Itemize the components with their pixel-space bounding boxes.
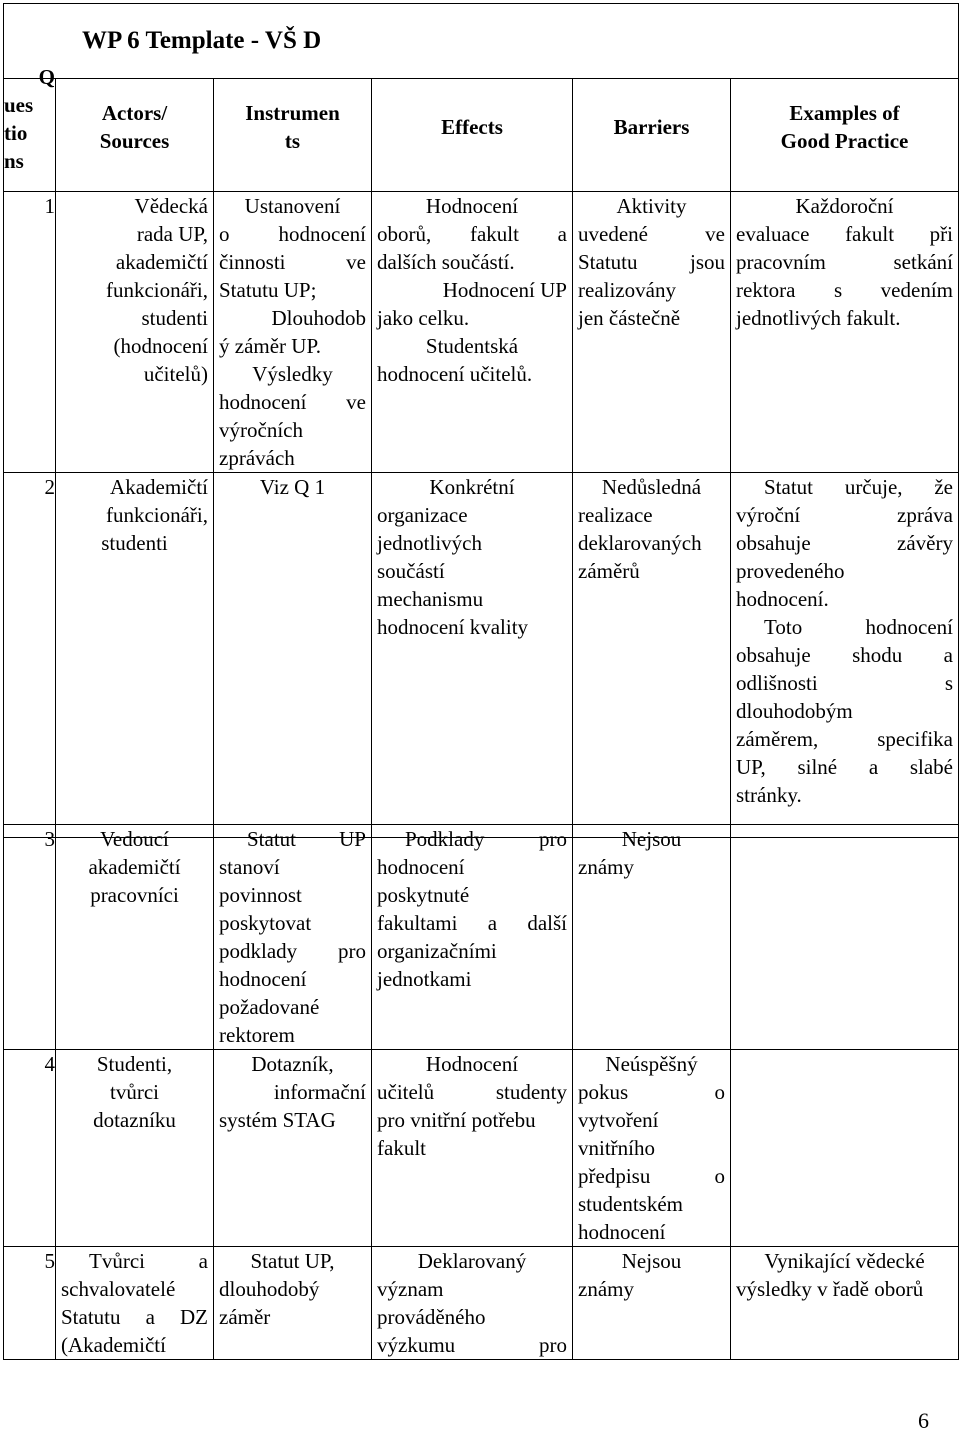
barriers-cell [573, 1247, 731, 1360]
cell-line: fakult [377, 1136, 426, 1160]
cell-line: mechanismu [377, 587, 484, 611]
cell-line: UP, silné a slabé [736, 755, 953, 779]
cell-line: dotazníku [93, 1108, 176, 1132]
cell-line: Toto hodnocení [764, 615, 953, 639]
cell-line: organizačními [377, 939, 497, 963]
cell-line: jednotkami [377, 967, 472, 991]
cell-line: jen částečně [578, 306, 681, 330]
cell-line: akademičtí [88, 855, 181, 879]
cell-line: (hodnocení [113, 334, 208, 358]
table-row [4, 1247, 959, 1360]
cell-line: studenti [101, 531, 168, 555]
cell-line: Nejsou [621, 1249, 682, 1273]
cell-line: Statutu jsou [578, 250, 725, 274]
cell-line: výsledky v řadě oborů [736, 1277, 924, 1301]
cell-line: studentském [578, 1192, 683, 1216]
cell-line: dlouhodobým [736, 699, 853, 723]
actors-cell [56, 473, 214, 838]
good-practice-cell [731, 825, 959, 1050]
cell-line: poskytovat [219, 911, 312, 935]
cell-line: Statutu a DZ [61, 1305, 208, 1329]
cell-line: deklarovaných [578, 531, 702, 555]
template-table-bottom [3, 824, 959, 1360]
instruments-cell [214, 192, 372, 473]
cell-line: Výsledky [252, 362, 333, 386]
cell-line: realizovány [578, 278, 676, 302]
table-row [4, 192, 959, 473]
cell-line: realizace [578, 503, 653, 527]
cell-line: povinnost [219, 883, 302, 907]
cell-line: Ustanovení [244, 194, 341, 218]
cell-line: Hodnocení [425, 1052, 519, 1076]
actors-cell [56, 1247, 214, 1360]
page-number: 6 [918, 1408, 929, 1433]
cell-line: informační [273, 1080, 366, 1104]
cell-line: pokus o [578, 1080, 725, 1104]
cell-line: Akademičtí [110, 475, 208, 499]
header-instruments: Instrumen ts [214, 79, 372, 192]
effects-cell [372, 473, 573, 838]
cell-line: jako celku. [377, 306, 470, 330]
cell-line: Deklarovaný [417, 1249, 527, 1273]
header-actors: Actors/ Sources [56, 79, 214, 192]
cell-line: Podklady pro [405, 827, 567, 851]
cell-line: fakultami a další [377, 911, 567, 935]
cell-line: pracovníci [90, 883, 179, 907]
good-practice-cell [731, 1050, 959, 1247]
cell-line: funkcionáři, [105, 278, 208, 302]
cell-line: Dlouhodob [271, 306, 366, 330]
effects-cell [372, 825, 573, 1050]
cell-line: systém STAG [219, 1108, 336, 1132]
cell-line: Statut UP [247, 827, 366, 851]
instruments-cell [214, 473, 372, 838]
cell-line: odlišnosti s [736, 671, 953, 695]
cell-line: uvedené ve [578, 222, 725, 246]
cell-line: (Akademičtí [61, 1333, 166, 1357]
actors-cell [56, 1050, 214, 1247]
cell-line: hodnocení kvality [377, 615, 529, 639]
cell-line: hodnocení [578, 1220, 666, 1244]
cell-line: rektora s vedením [736, 278, 953, 302]
header-effects: Effects [372, 79, 573, 192]
cell-line: Tvůrci a [89, 1249, 208, 1273]
good-practice-cell [731, 473, 959, 838]
effects-cell [372, 1247, 573, 1360]
good-practice-cell [731, 192, 959, 473]
cell-line: hodnocení [219, 967, 307, 991]
table-row [4, 473, 959, 838]
cell-line: záměr [219, 1305, 271, 1329]
cell-line: výzkumu pro [377, 1333, 567, 1357]
cell-line: Studentská [425, 334, 519, 358]
table-row [4, 1050, 959, 1247]
header-barriers: Barriers [573, 79, 731, 192]
cell-line: Každoroční [795, 194, 894, 218]
question-number: 2 [4, 473, 56, 838]
barriers-cell [573, 473, 731, 838]
cell-line: oborů, fakult a [377, 222, 567, 246]
cell-line: funkcionáři, [105, 503, 208, 527]
question-number: 3 [4, 825, 56, 1050]
template-title: WP 6 Template - VŠ D [4, 4, 959, 79]
cell-line: rada UP, [136, 222, 208, 246]
cell-line: Vynikající vědecké [764, 1249, 925, 1273]
title-row [4, 4, 959, 79]
cell-line: Konkrétní [429, 475, 515, 499]
cell-line: rektorem [219, 1023, 295, 1047]
cell-line: známy [578, 1277, 634, 1301]
template-table-top [3, 3, 959, 838]
cell-line: vytvoření [578, 1108, 659, 1132]
header-row [4, 79, 959, 192]
cell-line: Statut určuje, že [764, 475, 953, 499]
cell-line: jednotlivých fakult. [736, 306, 901, 330]
question-number: 4 [4, 1050, 56, 1247]
cell-line: hodnocení [377, 855, 465, 879]
question-number: 1 [4, 192, 56, 473]
cell-line: podklady pro [219, 939, 366, 963]
cell-line: Hodnocení [425, 194, 519, 218]
cell-line: pracovním setkání [736, 250, 953, 274]
cell-line: organizace [377, 503, 468, 527]
cell-line: pro vnitřní potřebu [377, 1108, 536, 1132]
instruments-cell [214, 1050, 372, 1247]
cell-line: Studenti, [96, 1052, 173, 1076]
barriers-cell [573, 825, 731, 1050]
cell-line: činnosti ve [219, 250, 366, 274]
cell-line: poskytnuté [377, 883, 470, 907]
good-practice-cell [731, 1247, 959, 1360]
cell-line: Hodnocení UP [442, 278, 567, 302]
cell-line: Viz Q 1 [259, 475, 326, 499]
cell-line: známy [578, 855, 634, 879]
cell-line: Nedůsledná [601, 475, 702, 499]
cell-line: Neúspěšný [605, 1052, 698, 1076]
barriers-cell [573, 192, 731, 473]
cell-line: hodnocení ve [219, 390, 366, 414]
cell-line: předpisu o [578, 1164, 725, 1188]
header-questions: Q ues tio ns [4, 79, 56, 192]
cell-line: součástí [377, 559, 445, 583]
effects-cell [372, 1050, 573, 1247]
cell-line: schvalovatelé [61, 1277, 176, 1301]
cell-line: výročních [219, 418, 303, 442]
cell-line: prováděného [377, 1305, 486, 1329]
cell-line: provedeného [736, 559, 845, 583]
cell-line: obsahuje shodu a [736, 643, 953, 667]
actors-cell [56, 825, 214, 1050]
cell-line: záměrů [578, 559, 640, 583]
cell-line: stránky. [736, 783, 802, 807]
cell-line: Vedoucí [100, 827, 169, 851]
cell-line: učitelů) [143, 362, 208, 386]
effects-cell [372, 192, 573, 473]
cell-line: studenti [141, 306, 208, 330]
cell-line: obsahuje závěry [736, 531, 953, 555]
cell-line: stanoví [219, 855, 280, 879]
actors-cell [56, 192, 214, 473]
instruments-cell [214, 1247, 372, 1360]
cell-line: Statut UP, [250, 1249, 335, 1273]
cell-line: Vědecká [134, 194, 208, 218]
cell-line: požadované [219, 995, 320, 1019]
cell-line: Dotazník, [251, 1052, 334, 1076]
cell-line: učitelů studenty [377, 1080, 567, 1104]
cell-line: hodnocení učitelů. [377, 362, 533, 386]
barriers-cell [573, 1050, 731, 1247]
cell-line: evaluace fakult při [736, 222, 953, 246]
instruments-cell [214, 825, 372, 1050]
cell-line: význam [377, 1277, 444, 1301]
cell-line: hodnocení. [736, 587, 829, 611]
cell-line: výroční zpráva [736, 503, 953, 527]
cell-line: Aktivity [616, 194, 687, 218]
question-number: 5 [4, 1247, 56, 1360]
table-row [4, 825, 959, 1050]
cell-line: vnitřního [578, 1136, 655, 1160]
cell-line: zprávách [219, 446, 295, 470]
cell-line: dlouhodobý [219, 1277, 320, 1301]
cell-line: Nejsou [621, 827, 682, 851]
cell-line: o hodnocení [219, 222, 366, 246]
cell-line: Statutu UP; [219, 278, 317, 302]
cell-line: ý záměr UP. [219, 334, 322, 358]
header-good-practice: Examples of Good Practice [731, 79, 959, 192]
cell-line: tvůrci [110, 1080, 159, 1104]
cell-line: záměrem, specifika [736, 727, 953, 751]
cell-line: akademičtí [115, 250, 208, 274]
cell-line: dalších součástí. [377, 250, 515, 274]
cell-line: jednotlivých [377, 531, 482, 555]
